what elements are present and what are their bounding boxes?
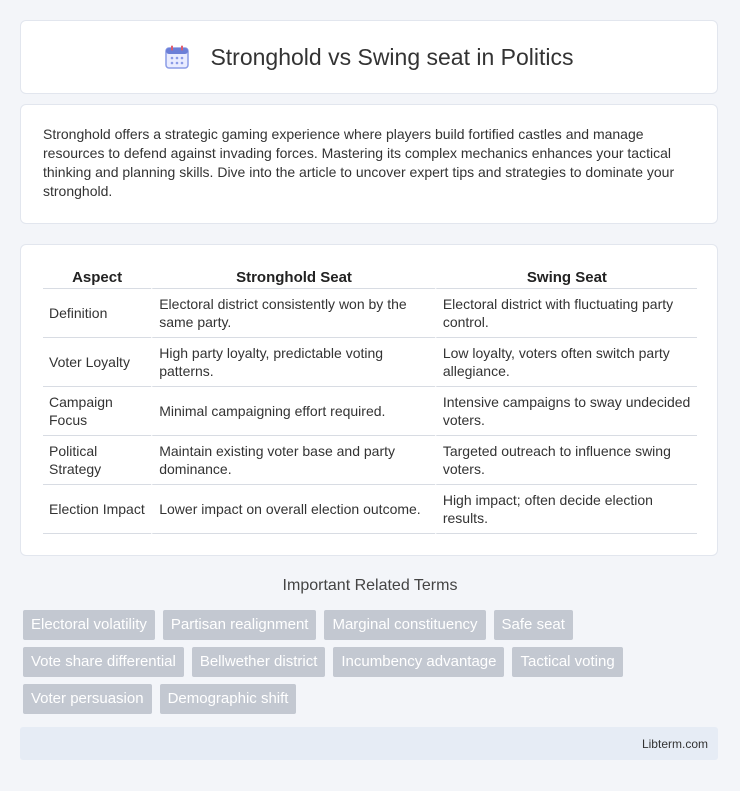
related-term-tag[interactable]: Marginal constituency: [324, 610, 485, 640]
table-cell: Targeted outreach to influence swing voters.: [435, 436, 697, 485]
footer-site-link[interactable]: Libterm.com: [641, 736, 708, 751]
intro-card: [20, 104, 718, 224]
table-cell: Low loyalty, voters often switch party allegiance.: [435, 338, 697, 387]
related-term-tag[interactable]: Incumbency advantage: [333, 647, 504, 677]
intro-text: Stronghold offers a strategic gaming experience where players build fortified castles and manage resources to defend against invading forces. Mastering its complex mechanics enhances your tactical thinking and planning skills. Dive into the article to uncover expert tips and strategies to dominate your stronghold.: [43, 126, 675, 199]
table-row: [43, 387, 697, 436]
table-cell: Political Strategy: [43, 436, 151, 485]
table-header-row: [43, 263, 697, 289]
header-stronghold: Stronghold Seat: [151, 263, 435, 289]
related-term-tag[interactable]: Vote share differential: [23, 647, 184, 677]
table-cell: Definition: [43, 289, 151, 338]
table-cell: Voter Loyalty: [43, 338, 151, 387]
related-terms-title: Important Related Terms: [282, 577, 458, 594]
comparison-table-card: [20, 244, 718, 556]
calendar-icon: [164, 44, 190, 70]
table-row: [43, 436, 697, 485]
related-terms-list: [23, 610, 713, 721]
table-row: [43, 485, 697, 534]
table-cell: Election Impact: [43, 485, 151, 534]
table-cell: High impact; often decide election results.: [435, 485, 697, 534]
related-term-tag[interactable]: Demographic shift: [160, 684, 297, 714]
table-cell: Intensive campaigns to sway undecided voters.: [435, 387, 697, 436]
related-term-tag[interactable]: Tactical voting: [512, 647, 622, 677]
related-term-tag[interactable]: Safe seat: [494, 610, 573, 640]
header-swing: Swing Seat: [435, 263, 697, 289]
title-card: [20, 20, 718, 94]
table-cell: Campaign Focus: [43, 387, 151, 436]
table-cell: High party loyalty, predictable voting patterns.: [151, 338, 435, 387]
related-term-tag[interactable]: Partisan realignment: [163, 610, 317, 640]
page-title: Stronghold vs Swing seat in Politics: [210, 43, 574, 70]
related-term-tag[interactable]: Voter persuasion: [23, 684, 152, 714]
related-term-tag[interactable]: Electoral volatility: [23, 610, 155, 640]
table-cell: Maintain existing voter base and party dominance.: [151, 436, 435, 485]
table-cell: Lower impact on overall election outcome.: [151, 485, 435, 534]
table-row: [43, 338, 697, 387]
footer: [20, 727, 718, 760]
table-cell: Minimal campaigning effort required.: [151, 387, 435, 436]
table-cell: Electoral district with fluctuating party control.: [435, 289, 697, 338]
header-aspect: Aspect: [43, 263, 151, 289]
table-cell: Electoral district consistently won by the same party.: [151, 289, 435, 338]
related-term-tag[interactable]: Bellwether district: [192, 647, 326, 677]
table-row: [43, 289, 697, 338]
comparison-table: [43, 263, 697, 534]
